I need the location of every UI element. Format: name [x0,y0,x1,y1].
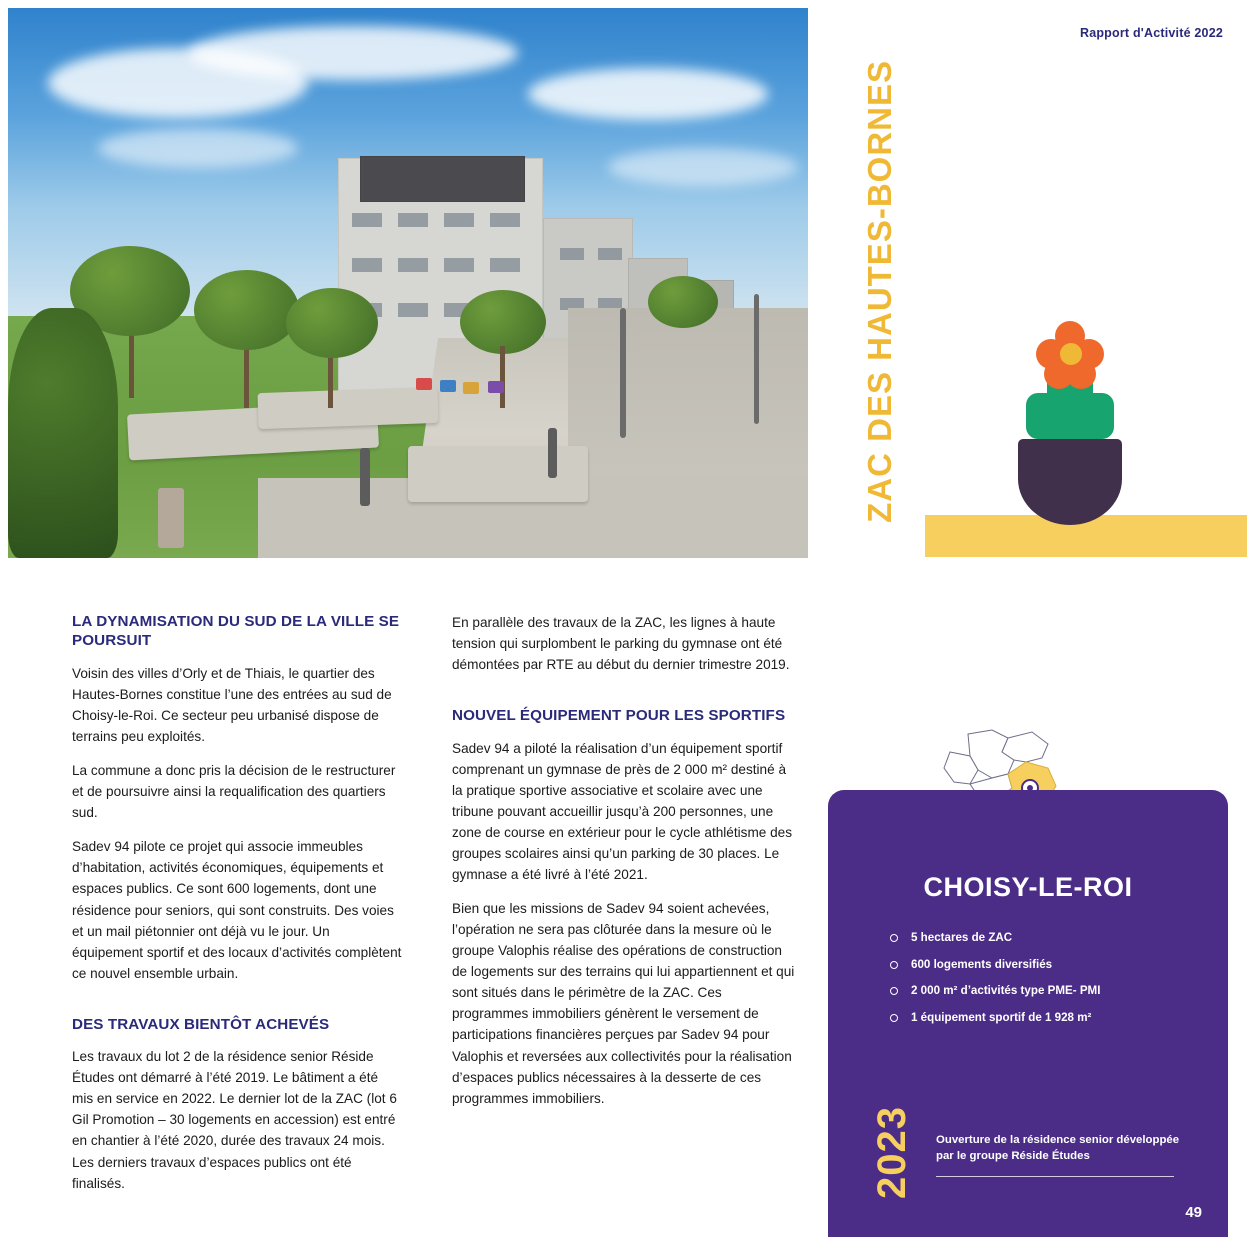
list-item [890,1010,1200,1026]
list-item [890,930,1200,946]
text-column-right [452,612,797,1122]
heading-dynamisation: LA DYNAMISATION DU SUD DE LA VILLE SE POURSUIT [72,613,400,650]
paragraph: La commune a donc pris la décision de le restructurer et de poursuivre ainsi la requalification des quartiers sud. [72,763,396,821]
city-facts-list [890,930,1200,1037]
paragraph: Voisin des villes d’Orly et de Thiais, le quartier des Hautes-Bornes constitue l’une des entrées au sud de Choisy-le-Roi. Ce secteur peu urbanisé dispose de terrains peu exploités. [72,665,392,745]
section-title: ZAC DES HAUTES-BORNES [861,60,898,523]
concrete-bench [408,446,588,502]
window [490,258,520,272]
bullet-dot-icon [890,987,898,995]
page-number: 49 [1185,1204,1202,1221]
bollard [158,488,184,548]
window [398,213,428,227]
milestone-year: 2023 [870,1106,914,1199]
paragraph: Bien que les missions de Sadev 94 soient achevées, l’opération ne sera pas clôturée dans la mesure où le groupe Valophis réalise des opérations de construction de logements sur des terrains qui lui appartiennent et qui sont situés dans le périmètre de la ZAC. Ces programmes immobiliers génèrent le versement de participations financières perçues par Sadev 94 pour Valophis et reversées aux collectivités pour la réalisation d’espaces publics nécessaires à la desserte de ces programmes immobiliers. [452,901,795,1106]
bullet-dot-icon [890,1014,898,1022]
outdoor-chair [416,378,432,390]
cloud [188,26,518,80]
concrete-bench [257,387,438,429]
window [352,258,382,272]
lamp-post [620,308,626,438]
flower-pot [1018,443,1122,525]
bullet-dot-icon [890,961,898,969]
window [444,213,474,227]
outdoor-chair [488,381,504,393]
hero-photo [8,8,808,558]
tree [286,288,378,358]
cactus-flower-illustration [1000,315,1140,535]
window [352,213,382,227]
bullet-dot-icon [890,934,898,942]
fact-text: 1 équipement sportif de 1 928 m² [911,1010,1092,1024]
heading-travaux: DES TRAVAUX BIENTÔT ACHEVÉS [72,1015,330,1033]
window [490,213,520,227]
list-item [890,983,1200,999]
tree-trunk [500,346,505,408]
cloud [98,128,298,168]
building-top-floor [360,156,525,202]
flower-icon [1036,321,1104,387]
tree [194,270,299,350]
outdoor-chair [440,380,456,392]
tree [460,290,546,354]
city-info-card [828,790,1228,1237]
fact-text: 600 logements diversifiés [911,957,1053,971]
report-label: Rapport d'Activité 2022 [1079,26,1223,40]
fact-text: 2 000 m² d’activités type PME- PMI [911,984,1101,998]
milestone-note: Ouverture de la résidence senior développée par le groupe Réside Études [936,1134,1180,1163]
window [398,303,428,317]
paragraph: Sadev 94 pilote ce projet qui associe immeubles d’habitation, activités économiques, équipements et espaces publics. Ce sont 600 logements, dont une résidence pour seniors, qui sont construits. Des voies et un mail piétonnier ont déjà vu le jour. Un équipement sportif et des locaux d’activités complètent ce nouvel ensemble urbain. [72,839,402,981]
text-column-left [72,612,402,1207]
city-name: CHOISY-LE-ROI [923,872,1133,902]
bollard [360,448,370,506]
tree [648,276,718,328]
cloud [528,68,768,120]
heading-equipement-sportif: NOUVEL ÉQUIPEMENT POUR LES SPORTIFS [452,707,786,725]
window [560,248,584,260]
shrub [8,308,118,558]
fact-text: 5 hectares de ZAC [911,931,1013,944]
bollard [548,428,557,478]
window [398,258,428,272]
divider [936,1176,1174,1177]
outdoor-chair [463,382,479,394]
window [598,248,622,260]
window [444,258,474,272]
paragraph: En parallèle des travaux de la ZAC, les lignes à haute tension qui surplombent le parking du gymnase ont été démontées par RTE au début du dernier trimestre 2019. [452,615,790,673]
paragraph: Sadev 94 a piloté la réalisation d’un équipement sportif comprenant un gymnase de près de 2 000 m² destiné à la pratique sportive associative et scolaire avec une tribune pouvant accueillir jusqu’à 200 personnes, une zone de course en extérieur pour le cycle athlétisme des groupes scolaires ainsi qu’un parking de 30 places. Le gymnase a été livré à l’été 2021. [452,740,793,883]
paragraph: Les travaux du lot 2 de la résidence senior Réside Études ont démarré à l’été 2019. Le bâtiment a été mis en service en 2022. Le dernier lot de la ZAC (lot 6 Gil Promotion – 30 logements en accession) est entré en chantier à l’été 2020, durée des travaux 24 mois. Les derniers travaux d’espaces publics ont été finalisés. [72,1049,397,1191]
cloud [608,148,798,186]
lamp-post [754,294,759,424]
list-item [890,957,1200,973]
